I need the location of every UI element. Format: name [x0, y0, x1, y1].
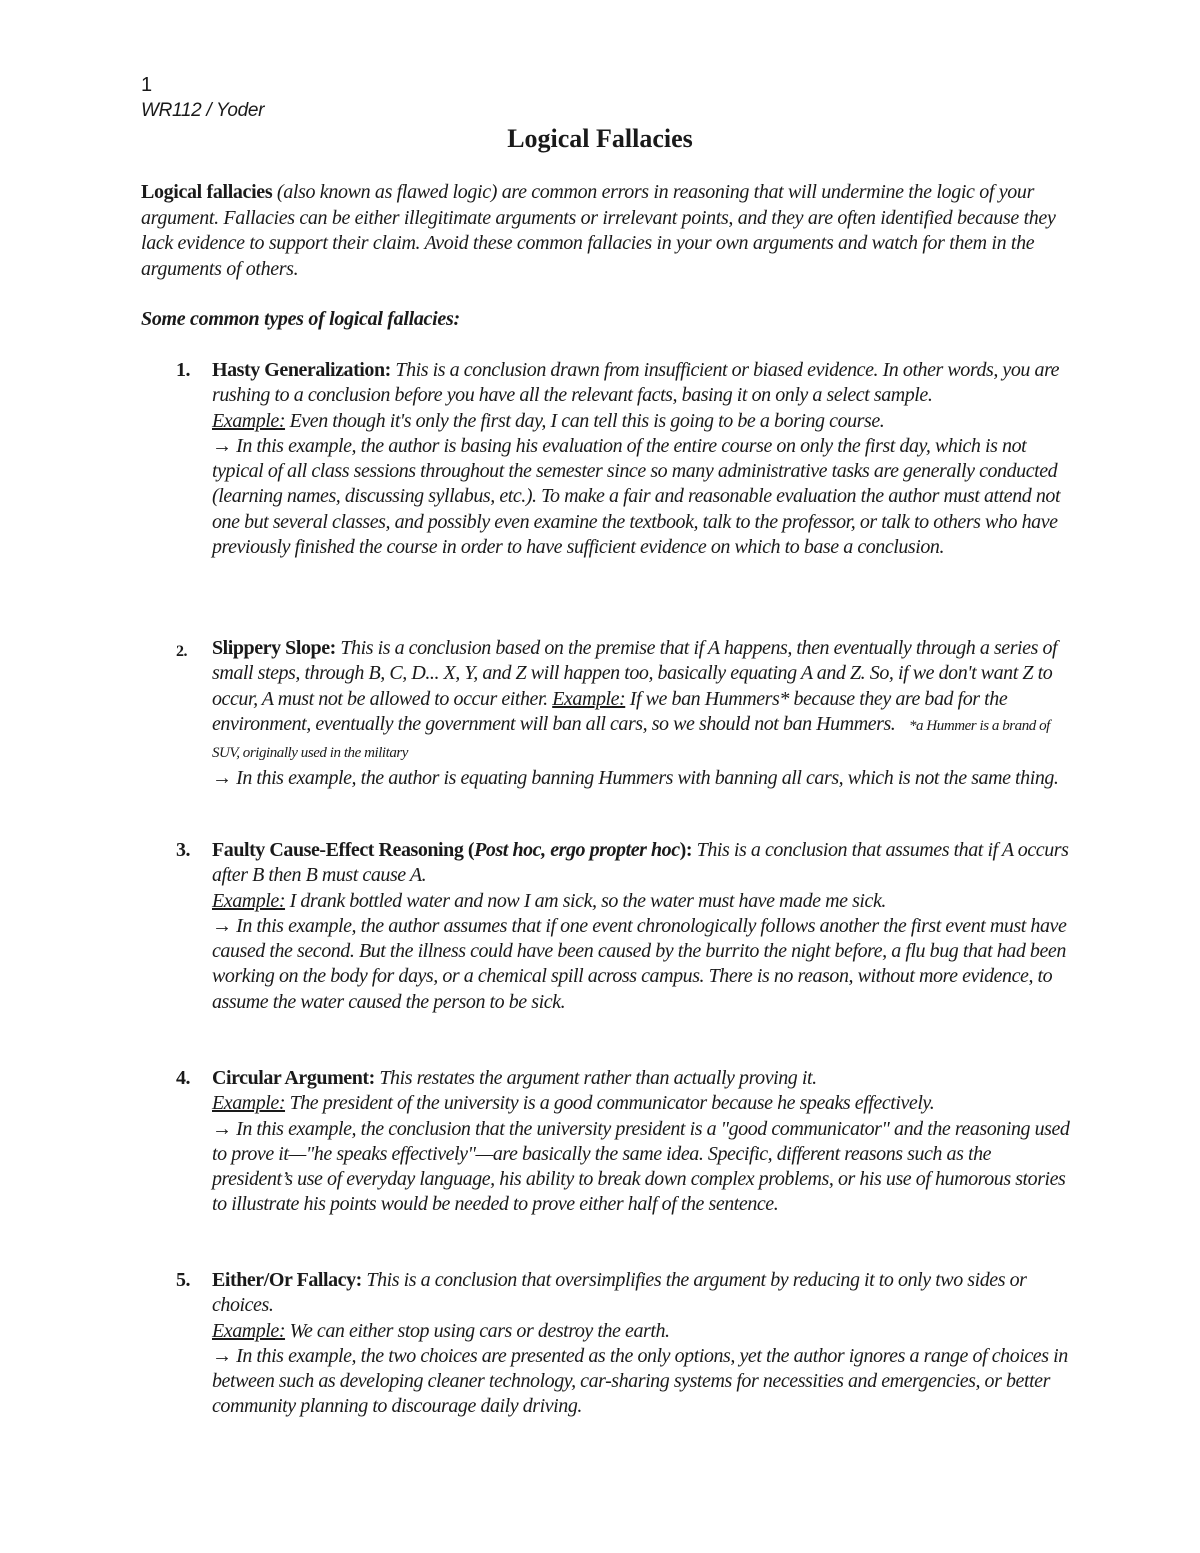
fallacy-definition: This is a conclusion that assumes that if A occurs after B then B must cause A. [212, 839, 1069, 887]
intro-paragraph [141, 180, 1061, 282]
fallacy-item-4 [176, 1066, 1072, 1218]
example-text: The president of the university is a good communicator because he speaks effectively. [285, 1092, 935, 1115]
example-label: Example: [552, 687, 626, 710]
arrow-icon: → [212, 1344, 232, 1367]
fallacy-term-latin: Post hoc, ergo propter hoc [474, 839, 680, 861]
example-text: Even though it's only the first day, I can tell this is going to be a boring course. [285, 409, 885, 432]
item-number: 5. [176, 1269, 191, 1291]
explanation-text: In this example, the two choices are presented as the only options, yet the author ignores a range of choices in between such as developing cleaner technology, car-sharing systems for necessities and emergencies, or better community planning to discourage daily driving. [212, 1344, 1068, 1418]
example-label: Example: [212, 1092, 286, 1115]
item-number: 3. [176, 839, 191, 861]
fallacy-item-2 [176, 636, 1072, 792]
document-title: Logical Fallacies [507, 124, 693, 153]
explanation-text: In this example, the author is equating banning Hummers with banning all cars, which is not the same thing. [231, 767, 1059, 790]
intro-term: Logical fallacies [141, 181, 273, 203]
fallacy-item-1 [176, 358, 1072, 560]
arrow-icon: → [212, 434, 232, 457]
item-number: 1. [176, 359, 191, 381]
fallacy-definition: This is a conclusion that oversimplifies the argument by reducing it to only two sides or choices. [212, 1269, 1027, 1317]
item-number: 2. [176, 643, 188, 660]
example-text: I drank bottled water and now I am sick, so the water must have made me sick. [285, 889, 886, 912]
fallacy-term: Faulty Cause-Effect Reasoning ( [212, 839, 475, 861]
example-label: Example: [212, 1319, 286, 1342]
fallacy-item-3 [176, 838, 1072, 1015]
fallacy-term: Either/Or Fallacy: [212, 1269, 362, 1291]
example-label: Example: [212, 889, 286, 912]
intro-text: (also known as flawed logic) are common errors in reasoning that will undermine the logic of your argument. Fallacies can be either illegitimate arguments or irrelevant points, and they are often identified because they lack evidence to support their claim. Avoid these common fallacies in your own arguments and watch for them in the arguments of others. [141, 181, 1056, 280]
fallacy-definition: This is a conclusion based on the premise that if A happens, then eventually through a series of small steps, through B, C, D... X, Y, and Z will happen too, basically equating A and Z. So, if we don't want Z to occur, A must not be allowed to occur either. [212, 637, 1058, 710]
fallacy-definition: This restates the argument rather than actually proving it. [374, 1067, 817, 1089]
footnote-text: *a Hummer is a brand of SUV, originally used in the military [212, 717, 1050, 762]
fallacy-term: Slippery Slope: [212, 637, 336, 659]
fallacy-term: Hasty Generalization: [212, 359, 391, 381]
item-number: 4. [176, 1067, 191, 1089]
explanation-text: In this example, the conclusion that the university president is a "good communicator" and the reasoning used to prove it—"he speaks effectively"—are basically the same idea. Specific, different reasons such as the president’s use of everyday language, his ability to break down complex problems, or his use of humorous stories to illustrate his points would be needed to prove either half of the sentence. [212, 1117, 1070, 1216]
page-number: 1 [141, 74, 153, 96]
course-label: WR112 / Yoder [141, 100, 265, 121]
explanation-text: In this example, the author is basing his evaluation of the entire course on only the first day, which is not typical of all class sessions throughout the semester since so many administrative tasks are generally conducted (learning names, discussing syllabus, etc.). To make a fair and reasonable evaluation the author must attend not one but several classes, and possibly even examine the textbook, talk to the professor, or talk to others who have previously finished the course in order to have sufficient evidence on which to base a conclusion. [212, 434, 1061, 559]
fallacy-definition: This is a conclusion drawn from insufficient or biased evidence. In other words, you are rushing to a conclusion before you have all the relevant facts, basing it on only a select sample. [212, 359, 1060, 407]
explanation-text: In this example, the author assumes that if one event chronologically follows another the first event must have caused the second. But the illness could have been caused by the burrito the night before, a flu bug that had been working on the body for days, or a chemical spill across campus. There is no reason, without more evidence, to assume the water caused the person to be sick. [212, 914, 1067, 1013]
arrow-icon: → [212, 914, 232, 937]
example-text: We can either stop using cars or destroy the earth. [285, 1319, 670, 1342]
arrow-icon: → [212, 767, 232, 790]
fallacy-term-end: ): [679, 839, 693, 861]
fallacy-item-5 [176, 1268, 1072, 1420]
fallacy-term: Circular Argument: [212, 1067, 375, 1089]
section-subheading: Some common types of logical fallacies: [141, 308, 460, 330]
arrow-icon: → [212, 1117, 232, 1140]
example-label: Example: [212, 409, 286, 432]
example-text: If we ban Hummers* because they are bad for the environment, eventually the government will ban all cars, so we should not ban Hummers. [212, 687, 1008, 735]
